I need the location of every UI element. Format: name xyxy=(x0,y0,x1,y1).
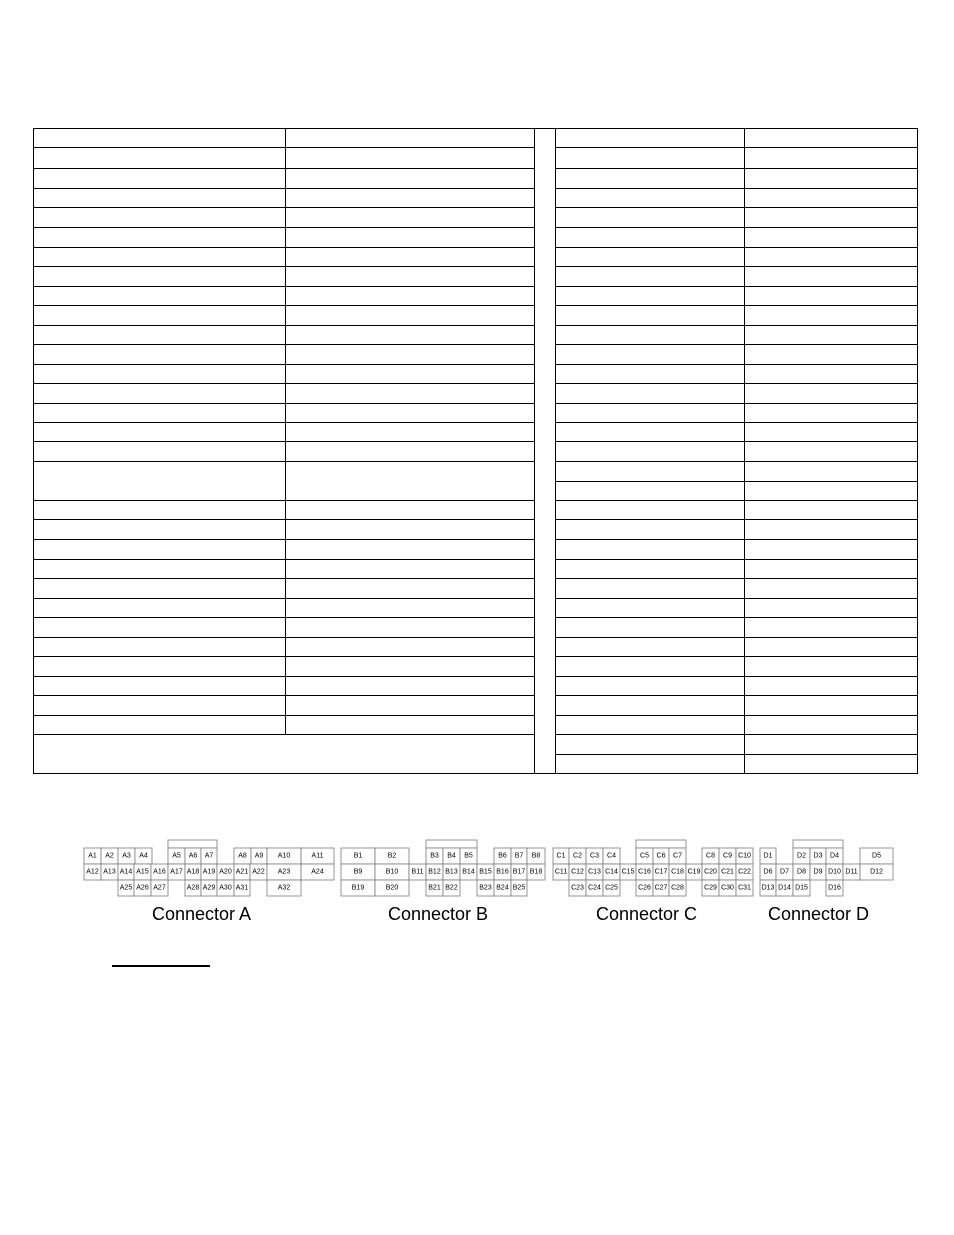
connector-pin-label: D10 xyxy=(828,868,841,876)
connector-pin-label: D11 xyxy=(845,868,858,876)
connector-key-tab xyxy=(426,840,477,848)
connector-pin-label: D15 xyxy=(795,884,808,892)
connector-pin-label: A5 xyxy=(172,852,181,860)
connector-pin-label: B15 xyxy=(479,868,492,876)
connector-pin-label: D8 xyxy=(797,868,806,876)
connector-pin-label: A12 xyxy=(86,868,99,876)
connector-pin-label: A4 xyxy=(139,852,148,860)
connector-pin-label: D13 xyxy=(761,884,775,892)
connector-pin-label: B5 xyxy=(464,852,473,860)
connector-pin-label: C24 xyxy=(588,884,601,892)
connector-pin-label: A27 xyxy=(153,884,166,892)
connector-pin-label: A10 xyxy=(277,852,291,860)
connector-pin-label: B18 xyxy=(529,868,543,876)
connector-pin-label: C10 xyxy=(738,852,751,860)
connector-pin-label: A15 xyxy=(136,868,149,876)
connector-pin-label: A14 xyxy=(119,868,133,876)
connector-pin-label: A24 xyxy=(311,868,324,876)
connector-pin-label: D6 xyxy=(763,868,773,876)
connector-pin-label: C16 xyxy=(638,868,651,876)
connector-pin-label: C9 xyxy=(723,852,732,860)
connector-pin-label: C7 xyxy=(673,852,682,860)
connector-key-tab xyxy=(793,840,843,848)
connector-pin-label: A28 xyxy=(186,884,200,892)
connector-pin-label: B7 xyxy=(514,852,524,860)
connector-pin-label: B4 xyxy=(447,852,456,860)
connector-pin-label: A2 xyxy=(105,852,114,860)
connector-pin-label: B2 xyxy=(387,852,397,860)
connector-pin-label: C18 xyxy=(671,868,684,876)
connector-pin-label: D16 xyxy=(828,884,841,892)
connector-pin-label: B23 xyxy=(479,884,492,892)
connector-pin-label: D14 xyxy=(778,884,791,892)
connector-pin-label: A19 xyxy=(202,868,216,876)
connector-pin-label: C15 xyxy=(621,868,635,876)
connector-pin-label: A6 xyxy=(188,852,198,860)
connector-pin-label: A31 xyxy=(235,884,249,892)
connector-pin-label: A18 xyxy=(186,868,200,876)
connector-pin-label: B25 xyxy=(512,884,526,892)
connector-pin-label: D3 xyxy=(813,852,823,860)
connector-pin-label: C11 xyxy=(554,868,568,876)
connector-pin-label: A13 xyxy=(103,868,116,876)
connector-pin-label: C20 xyxy=(704,868,717,876)
connector-pin-label: B10 xyxy=(385,868,399,876)
connector-pin-label: B21 xyxy=(428,884,441,892)
connector-pin-label: B19 xyxy=(351,884,365,892)
connector-pin-label: A30 xyxy=(219,884,232,892)
connector-pin-label: C5 xyxy=(640,852,649,860)
connector-pin-label: C21 xyxy=(721,868,734,876)
connector-pin-label: B14 xyxy=(462,868,475,876)
connector-pin-label: D9 xyxy=(813,868,823,876)
connector-pin-label: C12 xyxy=(571,868,584,876)
connector-pin-label: C28 xyxy=(671,884,684,892)
connector-b-title: Connector B xyxy=(388,904,489,924)
connector-pin-label: C14 xyxy=(605,868,618,876)
connector-pin-label: C1 xyxy=(556,852,566,860)
connector-pin-label: B17 xyxy=(512,868,526,876)
connector-d-title: Connector D xyxy=(768,904,870,924)
connector-pin-label: B11 xyxy=(411,868,424,876)
connector-pin-label: C3 xyxy=(590,852,599,860)
connector-pin-label: C29 xyxy=(704,884,717,892)
connector-a-title: Connector A xyxy=(152,904,252,924)
connector-pin-label: C25 xyxy=(605,884,618,892)
connector-pin-label: A26 xyxy=(136,884,149,892)
connector-pin-label: D12 xyxy=(870,868,883,876)
connector-pin-label: B1 xyxy=(353,852,363,860)
connector-pin-label: C22 xyxy=(738,868,751,876)
connector-pin-label: B12 xyxy=(428,868,441,876)
connector-pin-label: C8 xyxy=(706,852,715,860)
connector-pin-label: C19 xyxy=(687,868,701,876)
connector-pin-label: C31 xyxy=(738,884,751,892)
connector-pin-label: C4 xyxy=(607,852,616,860)
connector-key-tab xyxy=(168,840,217,848)
connector-pin-label: A9 xyxy=(254,852,264,860)
connector-pin-label: B6 xyxy=(498,852,507,860)
connector-pin-label: D1 xyxy=(763,852,773,860)
connector-pin-label: A22 xyxy=(252,868,265,876)
connector-pin-label: D2 xyxy=(797,852,806,860)
connector-pin-label: A29 xyxy=(202,884,216,892)
connector-key-tab xyxy=(636,840,686,848)
connector-pin-label: C23 xyxy=(571,884,584,892)
connector-pin-label: D7 xyxy=(780,868,789,876)
connector-pin-label: C6 xyxy=(656,852,666,860)
connector-pin-label: D5 xyxy=(872,852,881,860)
connector-pin-label: A20 xyxy=(219,868,232,876)
connector-pin-label: D4 xyxy=(830,852,839,860)
connector-pin-label: A17 xyxy=(170,868,183,876)
connector-pin-label: B3 xyxy=(430,852,439,860)
connector-pin-label: B9 xyxy=(353,868,363,876)
connector-pin-label: A3 xyxy=(122,852,131,860)
connector-pin-label: A11 xyxy=(311,852,324,860)
connector-pin-label: B8 xyxy=(531,852,541,860)
connector-pin-label: B20 xyxy=(385,884,399,892)
connector-pin-label: A21 xyxy=(235,868,249,876)
connector-pin-label: C30 xyxy=(721,884,734,892)
connector-pin-label: B16 xyxy=(496,868,509,876)
connector-c-title: Connector C xyxy=(596,904,698,924)
underline-rule xyxy=(112,965,210,967)
connector-pin-label: A8 xyxy=(238,852,247,860)
connector-pin-label: B22 xyxy=(445,884,458,892)
connector-pin-label: C13 xyxy=(588,868,601,876)
connector-pin-label: B13 xyxy=(445,868,458,876)
connector-pin-label: C27 xyxy=(654,884,668,892)
connector-pin-label: A1 xyxy=(88,852,97,860)
connector-pin-label: A32 xyxy=(277,884,291,892)
connector-pin-label: B24 xyxy=(496,884,509,892)
connector-pin-label: C2 xyxy=(573,852,582,860)
connector-pin-label: C17 xyxy=(654,868,668,876)
connector-pin-label: C26 xyxy=(638,884,651,892)
connector-pin-label: A7 xyxy=(204,852,214,860)
connector-pin-label: A23 xyxy=(277,868,291,876)
connector-pin-label: A25 xyxy=(119,884,133,892)
connector-pin-label: A16 xyxy=(153,868,166,876)
